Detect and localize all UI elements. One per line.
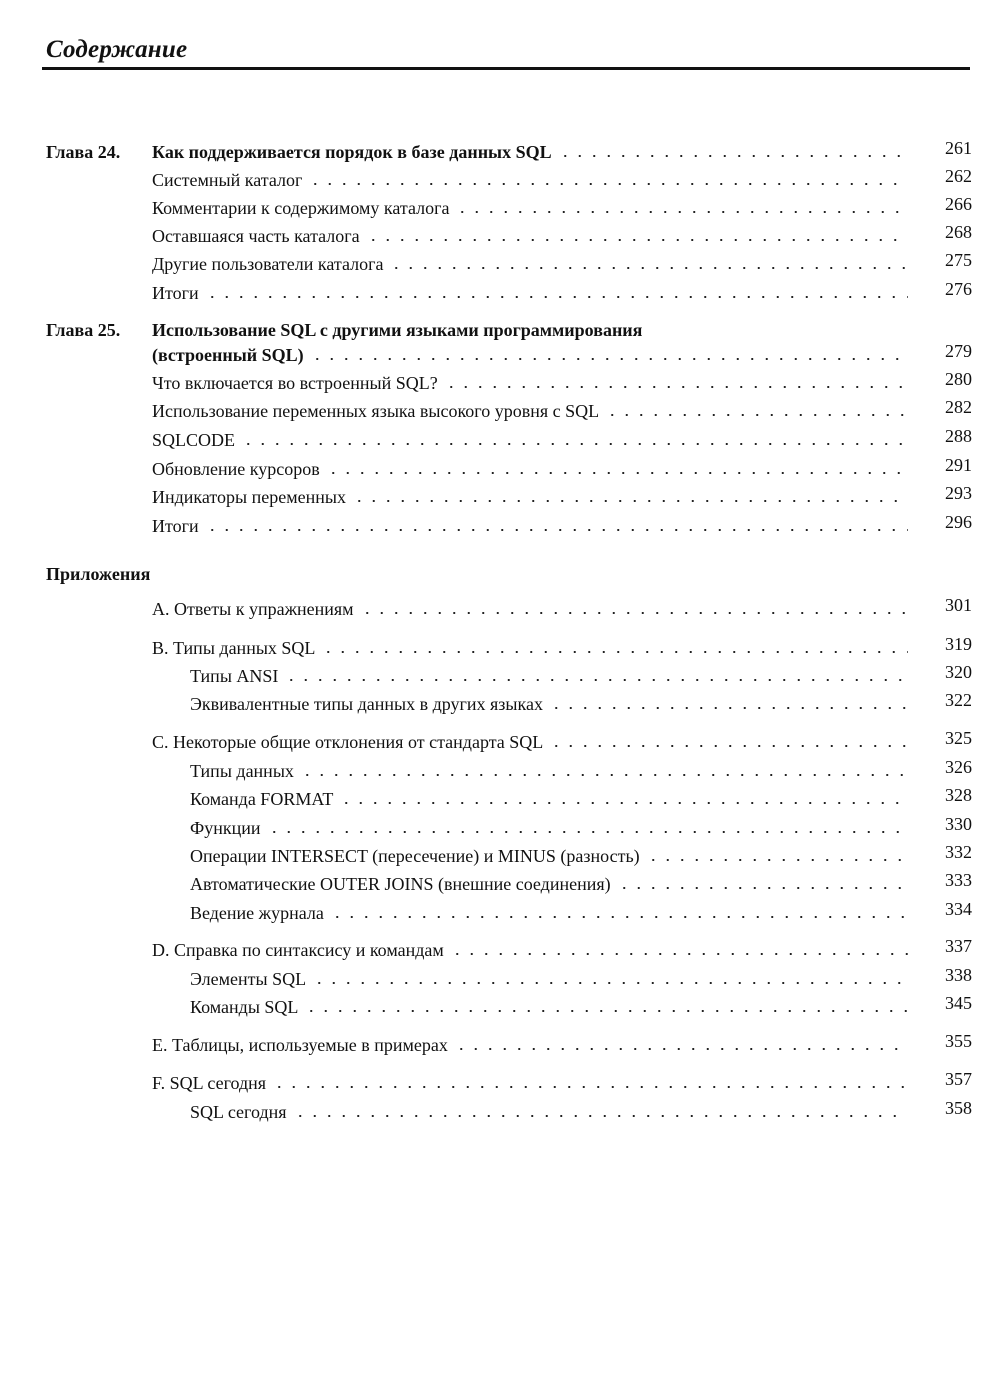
toc-entry-chapter-25[interactable] — [0, 343, 1000, 367]
entry-title: Системный каталог — [152, 170, 303, 190]
header-rule — [42, 67, 970, 70]
toc-entry[interactable] — [0, 281, 1000, 305]
entry-title: Типы ANSI — [190, 666, 279, 686]
toc-entry[interactable] — [0, 692, 1000, 716]
dot-leader — [300, 774, 908, 776]
entry-title: B. Типы данных SQL — [152, 638, 316, 658]
dot-leader — [326, 472, 908, 474]
entry-title: Ведение журнала — [190, 903, 324, 923]
toc-entry[interactable] — [0, 664, 1000, 688]
toc-entry-appendix-b[interactable] — [0, 636, 1000, 660]
entry-title: Оставшаяся часть каталога — [152, 226, 360, 246]
entry-title: D. Справка по синтаксису и командам — [152, 940, 444, 960]
toc-entry-chapter-24[interactable] — [0, 140, 1000, 164]
entry-title: C. Некоторые общие отклонения от стандарта SQL — [152, 732, 544, 752]
toc-entry[interactable] — [0, 224, 1000, 248]
page-number: 276 — [945, 279, 972, 299]
page-number: 280 — [945, 369, 972, 389]
entry-title: Команда FORMAT — [190, 789, 334, 809]
dot-leader — [330, 916, 908, 918]
toc-entry[interactable] — [0, 252, 1000, 276]
dot-leader — [304, 1010, 908, 1012]
toc-entry-appendix-f[interactable] — [0, 1071, 1000, 1095]
toc-entry[interactable] — [0, 901, 1000, 925]
dot-leader — [646, 859, 908, 861]
toc-entry-appendix-e[interactable] — [0, 1033, 1000, 1057]
appendices-heading: Приложения — [46, 564, 151, 584]
page-number: 334 — [945, 899, 972, 919]
page-number: 357 — [945, 1069, 972, 1089]
page-number: 332 — [945, 842, 972, 862]
toc-entry[interactable] — [0, 844, 1000, 868]
page-number: 333 — [945, 870, 972, 890]
running-head: Содержание — [46, 36, 188, 63]
dot-leader — [241, 443, 908, 445]
dot-leader — [558, 155, 908, 157]
toc-entry[interactable] — [0, 168, 1000, 192]
dot-leader — [352, 500, 908, 502]
page-number: 328 — [945, 785, 972, 805]
toc-entry-appendix-c[interactable] — [0, 730, 1000, 754]
page-number: 262 — [945, 166, 972, 186]
toc-entry[interactable] — [0, 787, 1000, 811]
page-number: 358 — [945, 1098, 972, 1118]
page-number: 301 — [945, 595, 972, 615]
chapter-label: Глава 24. — [46, 142, 121, 162]
page-number: 296 — [945, 512, 972, 532]
entry-title: Элементы SQL — [190, 969, 307, 989]
dot-leader — [605, 414, 908, 416]
page-number: 320 — [945, 662, 972, 682]
entry-title: Обновление курсоров — [152, 459, 320, 479]
page-number: 322 — [945, 690, 972, 710]
dot-leader — [366, 239, 908, 241]
page-number: 261 — [945, 138, 972, 158]
entry-title: E. Таблицы, используемые в примерах — [152, 1035, 448, 1055]
dot-leader — [549, 745, 908, 747]
page-number: 279 — [945, 341, 972, 361]
dot-leader — [549, 707, 908, 709]
entry-title: Автоматические OUTER JOINS (внешние соединения) — [190, 874, 611, 894]
dot-leader — [267, 831, 909, 833]
toc-entry[interactable] — [0, 995, 1000, 1019]
dot-leader — [455, 211, 908, 213]
entry-title: Операции INTERSECT (пересечение) и MINUS (разность) — [190, 846, 640, 866]
dot-leader — [321, 651, 908, 653]
dot-leader — [272, 1086, 908, 1088]
page-number: 338 — [945, 965, 972, 985]
page-number: 337 — [945, 936, 972, 956]
toc-entry[interactable] — [0, 457, 1000, 481]
entry-title: F. SQL сегодня — [152, 1073, 267, 1093]
chapter-title: Как поддерживается порядок в базе данных SQL — [152, 142, 552, 162]
toc-entry[interactable] — [0, 371, 1000, 395]
entry-title: Команды SQL — [190, 997, 299, 1017]
dot-leader — [360, 612, 908, 614]
dot-leader — [389, 267, 908, 269]
toc-entry[interactable] — [0, 196, 1000, 220]
entry-title: Комментарии к содержимому каталога — [152, 198, 450, 218]
dot-leader — [617, 887, 908, 889]
entry-title: Другие пользователи каталога — [152, 254, 384, 274]
toc-entry-appendix-a[interactable] — [0, 597, 1000, 621]
dot-leader — [450, 953, 908, 955]
dot-leader — [293, 1115, 908, 1117]
chapter-title-line1: Использование SQL с другими языками программирования — [152, 320, 643, 340]
entry-title: SQLCODE — [152, 430, 236, 450]
page-number: 355 — [945, 1031, 972, 1051]
toc-entry[interactable] — [0, 428, 1000, 452]
toc-entry[interactable] — [0, 1100, 1000, 1124]
toc-entry-appendix-d[interactable] — [0, 938, 1000, 962]
page-number: 275 — [945, 250, 972, 270]
page-number: 293 — [945, 483, 972, 503]
entry-title: SQL сегодня — [190, 1102, 287, 1122]
toc-entry[interactable] — [0, 967, 1000, 991]
page-number: 291 — [945, 455, 972, 475]
page-number: 268 — [945, 222, 972, 242]
entry-title: Эквивалентные типы данных в других языках — [190, 694, 543, 714]
page-number: 325 — [945, 728, 972, 748]
dot-leader — [444, 386, 908, 388]
page-number: 319 — [945, 634, 972, 654]
toc-entry[interactable] — [0, 816, 1000, 840]
dot-leader — [339, 802, 908, 804]
dot-leader — [284, 679, 908, 681]
entry-title: Итоги — [152, 516, 199, 536]
page-number: 282 — [945, 397, 972, 417]
entry-title: Что включается во встроенный SQL? — [152, 373, 438, 393]
entry-title: Функции — [190, 818, 261, 838]
toc-entry[interactable] — [0, 514, 1000, 538]
dot-leader — [205, 296, 908, 298]
toc-entry[interactable] — [0, 485, 1000, 509]
dot-leader — [308, 183, 908, 185]
page-number: 326 — [945, 757, 972, 777]
page-number: 266 — [945, 194, 972, 214]
entry-title: A. Ответы к упражнениям — [152, 599, 354, 619]
entry-title: Типы данных — [190, 761, 294, 781]
page-number: 288 — [945, 426, 972, 446]
dot-leader — [310, 358, 908, 360]
entry-title: Итоги — [152, 283, 199, 303]
page-number: 345 — [945, 993, 972, 1013]
dot-leader — [454, 1048, 908, 1050]
dot-leader — [205, 529, 908, 531]
toc-entry[interactable] — [0, 759, 1000, 783]
chapter-label: Глава 25. — [46, 320, 121, 340]
entry-title: Использование переменных языка высокого уровня с SQL — [152, 401, 600, 421]
toc-entry[interactable] — [0, 872, 1000, 896]
page-number: 330 — [945, 814, 972, 834]
entry-title: Индикаторы переменных — [152, 487, 346, 507]
dot-leader — [312, 982, 908, 984]
chapter-title-line2: (встроенный SQL) — [152, 345, 304, 365]
toc-entry[interactable] — [0, 399, 1000, 423]
